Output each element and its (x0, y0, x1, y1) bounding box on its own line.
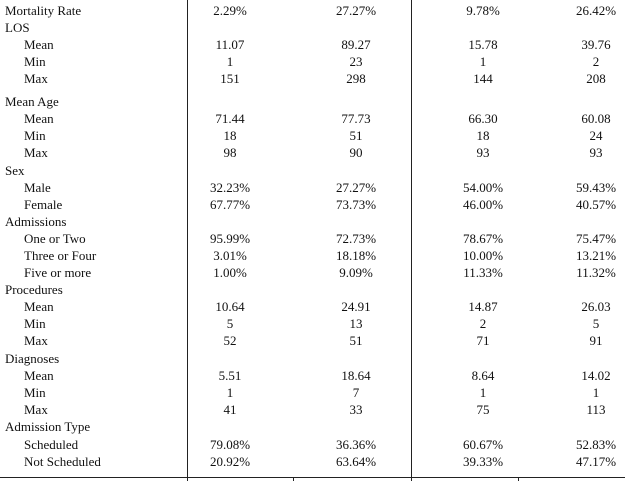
row-sublabel: Male (24, 180, 51, 195)
row-sublabel: Mean (24, 299, 54, 314)
table-cell: 26.03 (581, 299, 611, 314)
table-cell: 89.27 (341, 37, 371, 52)
table-cell: 11.07 (215, 37, 245, 52)
table-cell: 298 (346, 71, 366, 86)
table-cell: 51 (349, 333, 363, 348)
table-cell: 8.64 (471, 368, 495, 383)
table-row (0, 213, 625, 230)
table-cell: 1.00% (213, 265, 247, 280)
table-row (0, 384, 625, 401)
table-cell: 27.27% (335, 180, 377, 195)
row-sublabel: Mean (24, 368, 54, 383)
table-cell: 52 (223, 333, 237, 348)
table-cell: 13.21% (575, 248, 617, 263)
table-cell: 95.99% (209, 231, 251, 246)
table-cell: 14.02 (581, 368, 611, 383)
row-sublabel: Max (24, 402, 48, 417)
row-sublabel: One or Two (24, 231, 86, 246)
table-cell: 144 (473, 71, 493, 86)
table-row (0, 418, 625, 435)
table-cell: 47.17% (575, 454, 617, 469)
table-row (0, 110, 625, 127)
table-cell: 2 (592, 54, 600, 69)
table-cell: 60.08 (581, 111, 611, 126)
table-cell: 72.73% (335, 231, 377, 246)
table-cell: 5 (226, 316, 234, 331)
table-cell: 39.76 (581, 37, 611, 52)
table-cell: 3.01% (213, 248, 247, 263)
table-cell: 1 (592, 385, 600, 400)
table-cell: 1 (226, 54, 234, 69)
table-cell: 9.09% (339, 265, 373, 280)
table-cell: 91 (589, 333, 603, 348)
table-row (0, 315, 625, 332)
table-cell: 18.64 (341, 368, 371, 383)
table-row (0, 281, 625, 298)
table-cell: 7 (352, 385, 360, 400)
table-row (0, 93, 625, 110)
table-cell: 5.51 (218, 368, 242, 383)
row-sublabel: Scheduled (24, 437, 79, 452)
table-cell: 39.33% (462, 454, 504, 469)
table-cell: 1 (479, 54, 487, 69)
table-row (0, 36, 625, 53)
table-cell: 41 (223, 402, 237, 417)
row-sublabel: Min (24, 54, 46, 69)
row-sublabel: Min (24, 128, 46, 143)
table-cell: 75.47% (575, 231, 617, 246)
row-sublabel: Three or Four (24, 248, 97, 263)
table-cell: 1 (479, 385, 487, 400)
row-sublabel: Min (24, 316, 46, 331)
table-row (0, 179, 625, 196)
table-bottom-border (0, 477, 625, 478)
table-row (0, 436, 625, 453)
table-cell: 18.18% (335, 248, 377, 263)
table-cell: 10.00% (462, 248, 504, 263)
table-cell: 59.43% (575, 180, 617, 195)
table-cell: 73.73% (335, 197, 377, 212)
table-cell: 78.67% (462, 231, 504, 246)
table-row (0, 230, 625, 247)
table-cell: 27.27% (335, 3, 377, 18)
table-row (0, 70, 625, 87)
table-cell: 14.87 (468, 299, 498, 314)
table-cell: 77.73 (341, 111, 371, 126)
table-cell: 11.32% (576, 265, 616, 280)
table-row (0, 247, 625, 264)
table-cell: 23 (349, 54, 363, 69)
table-row (0, 127, 625, 144)
table-cell: 93 (476, 145, 490, 160)
table-cell: 113 (586, 402, 606, 417)
table-cell: 66.30 (468, 111, 498, 126)
row-sublabel: Five or more (24, 265, 92, 280)
table-cell: 1 (226, 385, 234, 400)
row-section-label: Mean Age (5, 94, 59, 109)
table-cell: 71 (476, 333, 490, 348)
table-cell: 2.29% (213, 3, 247, 18)
table-row (0, 196, 625, 213)
table-cell: 208 (586, 71, 606, 86)
table-cell: 9.78% (466, 3, 500, 18)
row-sublabel: Max (24, 145, 48, 160)
table-cell: 24 (589, 128, 603, 143)
row-section-label: Sex (5, 163, 25, 178)
table-cell: 20.92% (209, 454, 251, 469)
row-sublabel: Mean (24, 37, 54, 52)
table-cell: 26.42% (575, 3, 617, 18)
table-cell: 13 (349, 316, 363, 331)
table-cell: 79.08% (209, 437, 251, 452)
table-cell: 40.57% (575, 197, 617, 212)
table-cell: 98 (223, 145, 237, 160)
row-sublabel: Female (24, 197, 63, 212)
table-cell: 67.77% (209, 197, 251, 212)
table-cell: 32.23% (209, 180, 251, 195)
table-row (0, 350, 625, 367)
table-row (0, 53, 625, 70)
table-cell: 60.67% (462, 437, 504, 452)
table-cell: 24.91 (341, 299, 371, 314)
row-sublabel: Not Scheduled (24, 454, 101, 469)
table-row (0, 144, 625, 161)
table-cell: 90 (349, 145, 363, 160)
table-cell: 15.78 (468, 37, 498, 52)
table-cell: 75 (476, 402, 490, 417)
row-section-label: Admission Type (5, 419, 91, 434)
row-sublabel: Max (24, 71, 48, 86)
table-cell: 2 (479, 316, 487, 331)
table-row (0, 264, 625, 281)
table-cell: 10.64 (215, 299, 245, 314)
table-row (0, 298, 625, 315)
table-row (0, 367, 625, 384)
row-sublabel: Max (24, 333, 48, 348)
table-row (0, 453, 625, 470)
row-section-label: Mortality Rate (5, 3, 82, 18)
table-cell: 54.00% (462, 180, 504, 195)
table-cell: 11.33% (463, 265, 503, 280)
table-cell: 52.83% (575, 437, 617, 452)
table-cell: 18 (223, 128, 237, 143)
row-section-label: Diagnoses (5, 351, 60, 366)
table-cell: 151 (220, 71, 240, 86)
row-section-label: Procedures (5, 282, 63, 297)
row-section-label: Admissions (5, 214, 67, 229)
table-cell: 33 (349, 402, 363, 417)
table-cell: 36.36% (335, 437, 377, 452)
table-cell: 71.44 (215, 111, 245, 126)
table-row (0, 332, 625, 349)
table-cell: 63.64% (335, 454, 377, 469)
table-cell: 46.00% (462, 197, 504, 212)
row-section-label: LOS (5, 20, 30, 35)
row-sublabel: Mean (24, 111, 54, 126)
table-cell: 51 (349, 128, 363, 143)
table-row (0, 19, 625, 36)
table-row (0, 162, 625, 179)
table-cell: 5 (592, 316, 600, 331)
table-row (0, 401, 625, 418)
row-sublabel: Min (24, 385, 46, 400)
table-cell: 93 (589, 145, 603, 160)
table-row (0, 2, 625, 19)
table-cell: 18 (476, 128, 490, 143)
